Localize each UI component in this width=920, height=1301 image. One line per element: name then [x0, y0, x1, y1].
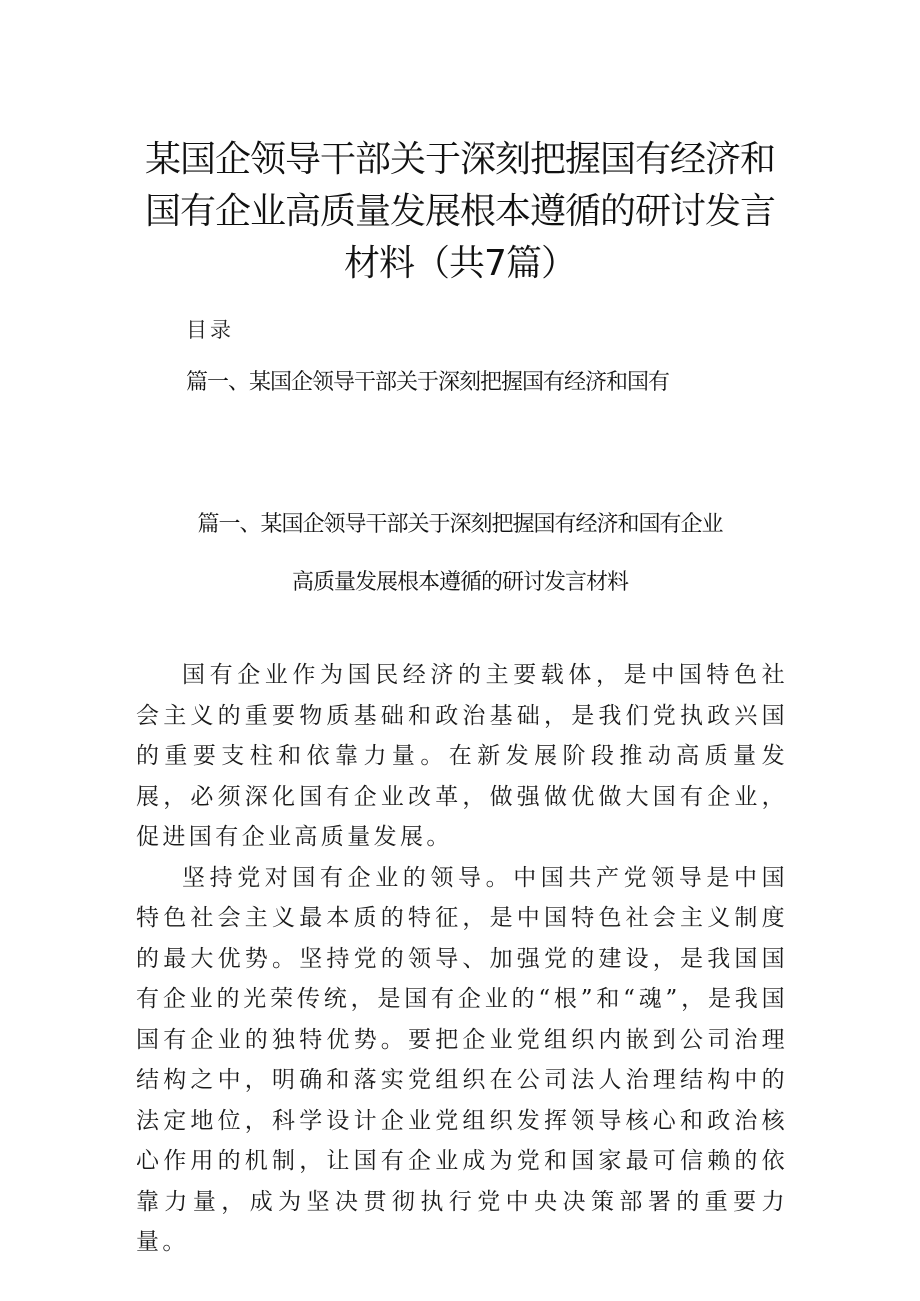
toc-entry-1[interactable]: 篇一、某国企领导干部关于深刻把握国有经济和国有 — [186, 370, 670, 395]
document-title — [100, 134, 820, 290]
toc-label: 目录 — [186, 318, 234, 342]
section-heading-line-1: 篇一、某国企领导干部关于深刻把握国有经济和国有企业 — [197, 512, 723, 537]
body-text — [136, 655, 788, 1263]
paragraph-2: 坚持党对国有企业的领导。中国共产党领导是中国特色社会主义最本质的特征，是中国特色社会主义制度的最大优势。坚持党的领导、加强党的建设，是我国国有企业的光荣传统，是国有企业的“根”和“魂”，是我国国有企业的独特优势。要把企业党组织内嵌到公司治理结构之中，明确和落实党组织在公司法人治理结构中的法定地位，科学设计企业党组织发挥领导核心和政治核心作用的机制，让国有企业成为党和国家最可信赖的依靠力量，成为坚决贯彻执行党中央决策部署的重要力量。 — [136, 864, 788, 1255]
section-heading — [130, 496, 790, 612]
section-heading-line-2: 高质量发展根本遵循的研讨发言材料 — [291, 570, 628, 595]
title-line-1: 某国企领导干部关于深刻把握国有经济和 — [144, 139, 775, 180]
title-line-3: 材料（共7篇） — [344, 243, 576, 284]
paragraph-1: 国有企业作为国民经济的主要载体，是中国特色社会主义的重要物质基础和政治基础，是我们党执政兴国的重要支柱和依靠力量。在新发展阶段推动高质量发展，必须深化国有企业改革，做强做优做大国有企业，促进国有企业高质量发展。 — [136, 662, 788, 850]
title-line-2: 国有企业高质量发展根本遵循的研讨发言 — [144, 191, 775, 232]
